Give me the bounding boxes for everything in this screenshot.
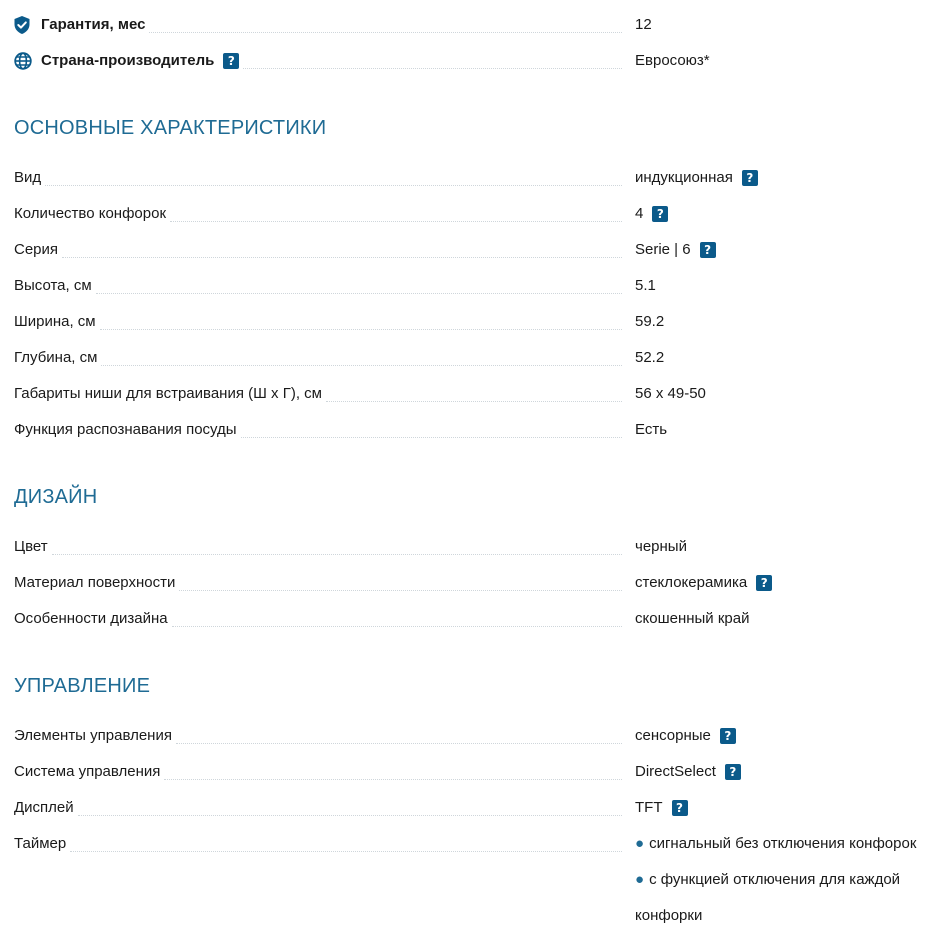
spec-value: 52.2 bbox=[635, 349, 665, 366]
spec-row bbox=[14, 204, 944, 224]
spec-label: Система управления bbox=[14, 762, 164, 782]
timer-option-continuation: конфорки bbox=[635, 907, 703, 924]
help-icon[interactable]: ? bbox=[725, 764, 741, 780]
spec-label: Ширина, см bbox=[14, 312, 100, 332]
spec-value: Евросоюз* bbox=[635, 52, 710, 69]
spec-row bbox=[14, 726, 944, 746]
spec-value: 12 bbox=[635, 16, 652, 33]
spec-label: Таймер bbox=[14, 834, 70, 854]
leader-dots bbox=[241, 420, 622, 438]
spec-row-warranty bbox=[14, 15, 944, 35]
spec-label: Глубина, см bbox=[14, 348, 101, 368]
spec-value: DirectSelect ? bbox=[635, 762, 741, 782]
section-title-design: ДИЗАЙН bbox=[14, 486, 98, 508]
help-icon[interactable]: ? bbox=[672, 800, 688, 816]
spec-row bbox=[14, 798, 944, 818]
spec-row bbox=[14, 762, 944, 782]
leader-dots bbox=[164, 762, 622, 780]
leader-dots bbox=[62, 240, 622, 258]
spec-row bbox=[14, 240, 944, 260]
leader-dots bbox=[52, 537, 622, 555]
leader-dots bbox=[243, 51, 622, 69]
spec-label: Страна-производитель ? bbox=[41, 51, 243, 71]
timer-option: ● с функцией отключения для каждой bbox=[635, 871, 901, 888]
leader-dots bbox=[170, 204, 622, 222]
leader-dots bbox=[45, 168, 622, 186]
leader-dots bbox=[101, 348, 622, 366]
spec-value: Есть bbox=[635, 421, 668, 438]
section-title-main: ОСНОВНЫЕ ХАРАКТЕРИСТИКИ bbox=[14, 117, 327, 139]
spec-label: Габариты ниши для встраивания (Ш x Г), см bbox=[14, 384, 326, 404]
spec-label: Высота, см bbox=[14, 276, 96, 296]
help-icon[interactable]: ? bbox=[700, 242, 716, 258]
spec-row bbox=[14, 312, 944, 332]
bullet-icon: ● bbox=[635, 871, 645, 888]
spec-label: Вид bbox=[14, 168, 45, 188]
spec-label: Серия bbox=[14, 240, 62, 260]
leader-dots bbox=[172, 609, 622, 627]
spec-value: черный bbox=[635, 538, 687, 555]
leader-dots bbox=[176, 726, 622, 744]
globe-icon bbox=[14, 51, 33, 71]
spec-label: Особенности дизайна bbox=[14, 609, 172, 629]
help-icon[interactable]: ? bbox=[742, 170, 758, 186]
help-icon[interactable]: ? bbox=[756, 575, 772, 591]
leader-dots bbox=[100, 312, 622, 330]
spec-label: Функция распознавания посуды bbox=[14, 420, 241, 440]
spec-value: 5.1 bbox=[635, 277, 656, 294]
spec-value: скошенный край bbox=[635, 610, 750, 627]
spec-label: Дисплей bbox=[14, 798, 78, 818]
spec-row bbox=[14, 609, 944, 629]
spec-value: стеклокерамика ? bbox=[635, 573, 772, 593]
spec-value: индукционная ? bbox=[635, 168, 758, 188]
spec-value: TFT ? bbox=[635, 798, 688, 818]
spec-row bbox=[14, 384, 944, 404]
spec-label: Количество конфорок bbox=[14, 204, 170, 224]
section-title-control: УПРАВЛЕНИЕ bbox=[14, 675, 151, 697]
bullet-icon: ● bbox=[635, 835, 645, 852]
spec-row-country bbox=[14, 51, 944, 71]
help-icon[interactable]: ? bbox=[720, 728, 736, 744]
spec-value: Serie | 6 ? bbox=[635, 240, 716, 260]
help-icon[interactable]: ? bbox=[223, 53, 239, 69]
leader-dots bbox=[149, 15, 622, 33]
spec-row bbox=[14, 537, 944, 557]
spec-row bbox=[14, 573, 944, 593]
spec-row bbox=[14, 348, 944, 368]
spec-label: Гарантия, мес bbox=[41, 15, 149, 35]
spec-label: Элементы управления bbox=[14, 726, 176, 746]
timer-option: ● сигнальный без отключения конфорок bbox=[635, 835, 917, 852]
leader-dots bbox=[326, 384, 622, 402]
spec-value: 59.2 bbox=[635, 313, 665, 330]
spec-row bbox=[14, 420, 944, 440]
leader-dots bbox=[70, 834, 622, 852]
leader-dots bbox=[179, 573, 622, 591]
help-icon[interactable]: ? bbox=[652, 206, 668, 222]
spec-value: сенсорные ? bbox=[635, 726, 736, 746]
spec-value: 56 x 49-50 bbox=[635, 385, 706, 402]
spec-row bbox=[14, 276, 944, 296]
leader-dots bbox=[78, 798, 622, 816]
spec-label: Материал поверхности bbox=[14, 573, 179, 593]
shield-check-icon bbox=[14, 15, 33, 35]
spec-value: 4 ? bbox=[635, 204, 668, 224]
spec-row bbox=[14, 168, 944, 188]
leader-dots bbox=[96, 276, 622, 294]
spec-label: Цвет bbox=[14, 537, 52, 557]
